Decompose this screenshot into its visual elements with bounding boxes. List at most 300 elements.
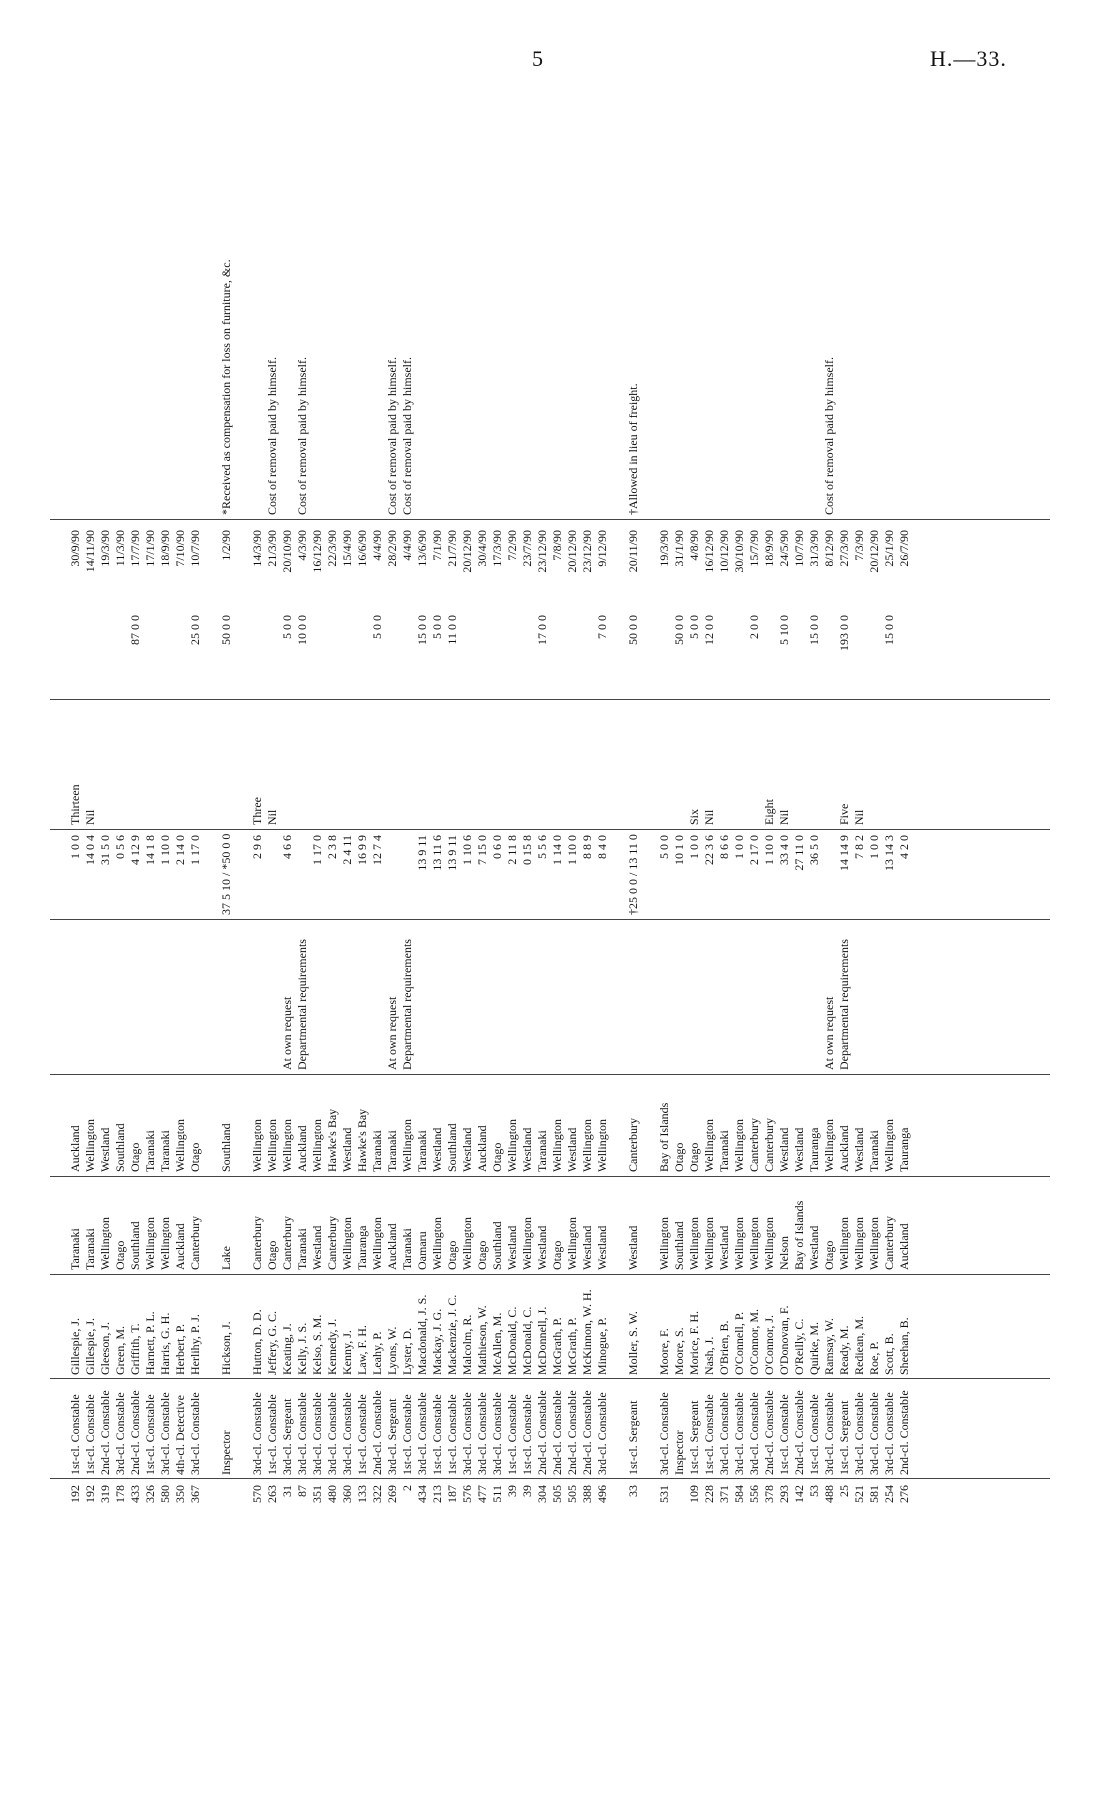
removal-cost-cell: 4 12 9 <box>128 835 142 865</box>
transferred-to-cell: Westland <box>792 1127 806 1172</box>
transferred-to-cell: Hawke's Bay <box>325 1108 339 1172</box>
transferred-from-cell: Taranaki <box>68 1228 82 1270</box>
officer-name-cell: Mackay, J. G. <box>430 1308 444 1375</box>
officer-number-cell: 360 <box>340 1485 354 1503</box>
transfer-date-cell: 7/8/90 <box>550 530 564 561</box>
rank-cell: 2nd-cl. Constable <box>565 1390 579 1475</box>
table-row <box>219 120 234 1515</box>
transfer-date-cell: 30/4/90 <box>475 530 489 567</box>
removal-cost-cell: 8 4 0 <box>595 835 609 859</box>
transferred-from-cell: Southland <box>490 1221 504 1270</box>
officer-name-cell: Jeffery, G. C. <box>265 1311 279 1375</box>
days-allowance-cell: Three <box>250 797 264 825</box>
removal-cost-cell: 1 14 0 <box>550 835 564 865</box>
transferred-from-cell: Southland <box>672 1221 686 1270</box>
removal-cost-cell: 13 11 6 <box>430 835 444 871</box>
transferred-from-cell: Westland <box>580 1225 594 1270</box>
table-row <box>400 120 415 1515</box>
officer-number-cell: 505 <box>565 1485 579 1503</box>
table-row <box>295 120 310 1515</box>
officer-name-cell: O'Brien, B. <box>717 1320 731 1375</box>
gratuity-amount-cell: 50 0 0 <box>626 615 640 645</box>
transferred-to-cell: Taranaki <box>535 1130 549 1172</box>
table-row <box>595 120 610 1515</box>
transfer-date-cell: 16/12/90 <box>702 530 716 573</box>
transferred-to-cell: Wellington <box>822 1118 836 1172</box>
transferred-from-cell: Westland <box>807 1225 821 1270</box>
officer-number-cell: 434 <box>415 1485 429 1503</box>
transferred-from-cell: Wellington <box>747 1216 761 1270</box>
officer-name-cell: O'Donovan, F. <box>777 1305 791 1375</box>
table-row <box>580 120 595 1515</box>
officer-number-cell: 213 <box>430 1485 444 1503</box>
transfer-date-cell: 28/2/90 <box>385 530 399 567</box>
officer-number-cell: 521 <box>852 1485 866 1503</box>
gratuity-amount-cell: 15 0 0 <box>415 615 429 645</box>
transferred-from-cell: Wellington <box>732 1216 746 1270</box>
rank-cell: Inspector <box>672 1430 686 1475</box>
transfer-reason-cell: Departmental requirements <box>295 939 309 1070</box>
officer-name-cell: Moller, S. W. <box>626 1311 640 1375</box>
transferred-to-cell: Bay of Islands <box>657 1102 671 1172</box>
removal-cost-cell: 14 14 9 <box>837 835 851 871</box>
gratuity-amount-cell: 15 0 0 <box>807 615 821 645</box>
transferred-from-cell: Westland <box>535 1225 549 1270</box>
officer-number-cell: 326 <box>143 1485 157 1503</box>
transferred-from-cell: Wellington <box>520 1216 534 1270</box>
rank-cell: Inspector <box>219 1430 233 1475</box>
transfer-date-cell: 30/10/90 <box>732 530 746 573</box>
rank-cell: 4th-cl. Detective <box>173 1395 187 1475</box>
table-row <box>777 120 792 1515</box>
transfer-date-cell: 31/1/90 <box>672 530 686 567</box>
officer-name-cell: Gillespie, J. <box>83 1318 97 1375</box>
rank-cell: 1st-cl. Constable <box>83 1394 97 1475</box>
table-row <box>520 120 535 1515</box>
remarks-cell: Cost of removal paid by himself. <box>385 357 399 515</box>
officer-number-cell: 388 <box>580 1485 594 1503</box>
table-row <box>280 120 295 1515</box>
rank-cell: 2nd-cl. Constable <box>897 1390 911 1475</box>
rank-cell: 1st-cl. Constable <box>702 1394 716 1475</box>
transfer-date-cell: 10/7/90 <box>188 530 202 567</box>
transfer-date-cell: 15/4/90 <box>340 530 354 567</box>
days-allowance-cell: Nil <box>702 809 716 825</box>
table-row <box>535 120 550 1515</box>
transfer-reason-cell: Departmental requirements <box>837 939 851 1070</box>
remarks-cell: Cost of removal paid by himself. <box>295 357 309 515</box>
transfer-date-cell: 14/3/90 <box>250 530 264 567</box>
rank-cell: 3rd-cl. Constable <box>852 1392 866 1475</box>
transferred-to-cell: Wellington <box>580 1118 594 1172</box>
rank-cell: 1st-cl. Sergeant <box>837 1400 851 1475</box>
transfer-date-cell: 18/9/90 <box>158 530 172 567</box>
transferred-from-cell: Otago <box>113 1240 127 1270</box>
transfer-date-cell: 15/7/90 <box>747 530 761 567</box>
table-row <box>837 120 852 1515</box>
transferred-to-cell: Westland <box>340 1127 354 1172</box>
table-row <box>807 120 822 1515</box>
transferred-to-cell: Wellington <box>550 1118 564 1172</box>
table-row <box>158 120 173 1515</box>
transfer-date-cell: 17/1/90 <box>143 530 157 567</box>
transfer-date-cell: 22/3/90 <box>325 530 339 567</box>
removal-cost-cell: 2 17 0 <box>747 835 761 865</box>
transferred-from-cell: Auckland <box>897 1223 911 1270</box>
rank-cell: 3rd-cl. Constable <box>325 1392 339 1475</box>
rank-cell: 3rd-cl. Constable <box>340 1392 354 1475</box>
transfer-date-cell: 8/12/90 <box>822 530 836 567</box>
officer-name-cell: Herlihy, P. J. <box>188 1314 202 1375</box>
transferred-to-cell: Otago <box>672 1142 686 1172</box>
officer-name-cell: O'Connell, P. <box>732 1311 746 1375</box>
days-allowance-cell: Nil <box>852 809 866 825</box>
transferred-to-cell: Taranaki <box>158 1130 172 1172</box>
gratuity-amount-cell: 50 0 0 <box>219 615 233 645</box>
officer-number-cell: 378 <box>762 1485 776 1503</box>
days-allowance-cell: Five <box>837 803 851 825</box>
row-group <box>68 120 203 1515</box>
transferred-from-cell: Wellington <box>430 1216 444 1270</box>
officer-name-cell: McDonald, C. <box>520 1306 534 1375</box>
officer-name-cell: Mathieson, W. <box>475 1305 489 1375</box>
rank-cell: 3rd-cl. Constable <box>732 1392 746 1475</box>
rank-cell: 3rd-cl. Constable <box>415 1392 429 1475</box>
officer-number-cell: 133 <box>355 1485 369 1503</box>
days-allowance-cell: Nil <box>777 809 791 825</box>
officer-number-cell: 31 <box>280 1485 294 1497</box>
officer-name-cell: Gillespie, J. <box>68 1318 82 1375</box>
officer-number-cell: 433 <box>128 1485 142 1503</box>
transfer-date-cell: 20/12/90 <box>460 530 474 573</box>
table-row <box>792 120 807 1515</box>
days-allowance-cell: Thirteen <box>68 784 82 825</box>
officer-number-cell: 556 <box>747 1485 761 1503</box>
gratuity-amount-cell: 5 0 0 <box>280 615 294 639</box>
removal-cost-cell: 1 17 0 <box>188 835 202 865</box>
officer-name-cell: McDonald, C. <box>505 1306 519 1375</box>
transferred-from-cell: Otago <box>550 1240 564 1270</box>
gratuity-amount-cell: 5 0 0 <box>370 615 384 639</box>
table-row <box>490 120 505 1515</box>
transferred-to-cell: Westland <box>460 1127 474 1172</box>
transferred-to-cell: Westland <box>98 1127 112 1172</box>
gratuity-amount-cell: 2 0 0 <box>747 615 761 639</box>
transfer-date-cell: 9/12/90 <box>595 530 609 567</box>
officer-name-cell: McGrath, P. <box>550 1317 564 1375</box>
officer-name-cell: Kelso, S. M. <box>310 1314 324 1375</box>
transferred-to-cell: Taranaki <box>867 1130 881 1172</box>
removal-cost-cell: 2 11 8 <box>505 835 519 865</box>
officer-name-cell: Morice, F. H. <box>687 1310 701 1375</box>
removal-cost-cell: 1 10 0 <box>158 835 172 865</box>
table-row <box>702 120 717 1515</box>
officer-name-cell: Roe, P. <box>867 1341 881 1375</box>
removal-cost-cell: 36 5 0 <box>807 835 821 865</box>
table-row <box>325 120 340 1515</box>
transfer-date-cell: 24/5/90 <box>777 530 791 567</box>
transferred-from-cell: Otago <box>822 1240 836 1270</box>
rank-cell: 2nd-cl. Constable <box>370 1390 384 1475</box>
officer-number-cell: 584 <box>732 1485 746 1503</box>
remarks-cell: Cost of removal paid by himself. <box>400 357 414 515</box>
rank-cell: 3rd-cl. Constable <box>882 1392 896 1475</box>
rank-cell: 3rd-cl. Constable <box>158 1392 172 1475</box>
gratuity-amount-cell: 15 0 0 <box>882 615 896 645</box>
rank-cell: 3rd-cl. Sergeant <box>385 1398 399 1475</box>
officer-number-cell: 319 <box>98 1485 112 1503</box>
transfer-reason-cell: Departmental requirements <box>400 939 414 1070</box>
transferred-from-cell: Westland <box>626 1225 640 1270</box>
transfer-reason-cell: At own request <box>280 996 294 1070</box>
transfer-date-cell: 30/9/90 <box>68 530 82 567</box>
transferred-from-cell: Canterbury <box>882 1216 896 1270</box>
transfer-date-cell: 4/3/90 <box>295 530 309 561</box>
rank-cell: 1st-cl. Constable <box>400 1394 414 1475</box>
rank-cell: 1st-cl. Constable <box>68 1394 82 1475</box>
transferred-to-cell: Southland <box>113 1123 127 1172</box>
transfer-table <box>50 120 1050 1515</box>
transferred-to-cell: Taranaki <box>385 1130 399 1172</box>
removal-cost-cell: 2 14 0 <box>173 835 187 865</box>
transfer-date-cell: 14/11/90 <box>83 530 97 573</box>
officer-number-cell: 496 <box>595 1485 609 1503</box>
officer-number-cell: 263 <box>265 1485 279 1503</box>
rank-cell: 2nd-cl. Constable <box>550 1390 564 1475</box>
transferred-to-cell: Auckland <box>837 1125 851 1172</box>
table-row <box>310 120 325 1515</box>
transfer-reason-cell: At own request <box>822 996 836 1070</box>
row-group <box>219 120 234 1515</box>
transferred-to-cell: Otago <box>128 1142 142 1172</box>
transferred-from-cell: Otago <box>475 1240 489 1270</box>
officer-number-cell: 580 <box>158 1485 172 1503</box>
days-allowance-cell: Nil <box>83 809 97 825</box>
officer-number-cell: 109 <box>687 1485 701 1503</box>
transferred-from-cell: Auckland <box>385 1223 399 1270</box>
officer-number-cell: 254 <box>882 1485 896 1503</box>
transferred-to-cell: Westland <box>565 1127 579 1172</box>
removal-cost-cell: 14 1 8 <box>143 835 157 865</box>
transfer-date-cell: 26/7/90 <box>897 530 911 567</box>
transferred-to-cell: Taranaki <box>717 1130 731 1172</box>
transferred-to-cell: Westland <box>777 1127 791 1172</box>
removal-cost-cell: 5 5 6 <box>535 835 549 859</box>
transferred-from-cell: Wellington <box>702 1216 716 1270</box>
table-row <box>867 120 882 1515</box>
rank-cell: 3rd-cl. Constable <box>310 1392 324 1475</box>
rank-cell: 3rd-cl. Constable <box>595 1392 609 1475</box>
removal-cost-cell: 14 0 4 <box>83 835 97 865</box>
days-allowance-cell: Nil <box>265 809 279 825</box>
removal-cost-cell: 7 15 0 <box>475 835 489 865</box>
transfer-date-cell: 7/3/90 <box>852 530 866 561</box>
removal-cost-cell: 8 6 6 <box>717 835 731 859</box>
officer-number-cell: 87 <box>295 1485 309 1497</box>
transfer-date-cell: 21/7/90 <box>445 530 459 567</box>
officer-number-cell: 371 <box>717 1485 731 1503</box>
officer-name-cell: Lyons, W. <box>385 1326 399 1375</box>
gratuity-amount-cell: 11 0 0 <box>445 615 459 645</box>
table-row <box>747 120 762 1515</box>
officer-name-cell: Sheehan, B. <box>897 1317 911 1375</box>
transfer-date-cell: 20/10/90 <box>280 530 294 573</box>
transferred-from-cell: Bay of Islands <box>792 1200 806 1270</box>
removal-cost-cell: 4 6 6 <box>280 835 294 859</box>
table-row <box>98 120 113 1515</box>
transfer-date-cell: 7/10/90 <box>173 530 187 567</box>
transfer-date-cell: 23/7/90 <box>520 530 534 567</box>
transferred-from-cell: Nelson <box>777 1236 791 1270</box>
rank-cell: 1st-cl. Sergeant <box>626 1400 640 1475</box>
officer-number-cell: 33 <box>626 1485 640 1497</box>
removal-cost-cell: †25 0 0 / 13 11 0 <box>626 834 640 915</box>
removal-cost-cell: 2 3 8 <box>325 835 339 859</box>
officer-name-cell: Herbert, P. <box>173 1324 187 1375</box>
officer-number-cell: 192 <box>83 1485 97 1503</box>
officer-name-cell: Nash, J. <box>702 1336 716 1375</box>
gratuity-amount-cell: 50 0 0 <box>672 615 686 645</box>
officer-number-cell: 350 <box>173 1485 187 1503</box>
transferred-to-cell: Wellington <box>280 1118 294 1172</box>
removal-cost-cell: 5 0 0 <box>657 835 671 859</box>
officer-name-cell: Kennedy, J. <box>325 1318 339 1375</box>
transferred-to-cell: Wellington <box>265 1118 279 1172</box>
transferred-from-cell: Wellington <box>852 1216 866 1270</box>
transferred-from-cell: Westland <box>310 1225 324 1270</box>
transfer-date-cell: 18/9/90 <box>762 530 776 567</box>
row-group <box>250 120 610 1515</box>
transfer-date-cell: 1/2/90 <box>219 530 233 561</box>
removal-cost-cell: 13 9 11 <box>445 835 459 871</box>
remarks-cell: †Allowed in lieu of freight. <box>626 383 640 515</box>
transferred-from-cell: Wellington <box>98 1216 112 1270</box>
transferred-from-cell: Canterbury <box>325 1216 339 1270</box>
transferred-to-cell: Auckland <box>295 1125 309 1172</box>
officer-number-cell: 511 <box>490 1485 504 1503</box>
transferred-to-cell: Canterbury <box>747 1118 761 1172</box>
transferred-to-cell: Westland <box>520 1127 534 1172</box>
transfer-date-cell: 10/12/90 <box>717 530 731 573</box>
table-row <box>672 120 687 1515</box>
transferred-from-cell: Otago <box>445 1240 459 1270</box>
table-row <box>83 120 98 1515</box>
transfer-date-cell: 13/6/90 <box>415 530 429 567</box>
rank-cell: 3rd-cl. Constable <box>460 1392 474 1475</box>
rank-cell: 3rd-cl. Constable <box>295 1392 309 1475</box>
officer-name-cell: Harris, G. H. <box>158 1312 172 1375</box>
gratuity-amount-cell: 25 0 0 <box>188 615 202 645</box>
officer-name-cell: Leahy, P. <box>370 1331 384 1375</box>
officer-number-cell: 228 <box>702 1485 716 1503</box>
officer-name-cell: O'Connor, M. <box>747 1308 761 1375</box>
transferred-to-cell: Wellington <box>173 1118 187 1172</box>
transferred-from-cell: Wellington <box>340 1216 354 1270</box>
transferred-from-cell: Wellington <box>837 1216 851 1270</box>
gratuity-amount-cell: 193 0 0 <box>837 615 851 651</box>
officer-number-cell: 367 <box>188 1485 202 1503</box>
officer-number-cell: 531 <box>657 1485 671 1503</box>
transfer-date-cell: 10/7/90 <box>792 530 806 567</box>
transferred-to-cell: Otago <box>687 1142 701 1172</box>
rank-cell: 3rd-cl. Constable <box>250 1392 264 1475</box>
table-row <box>430 120 445 1515</box>
transfer-date-cell: 20/12/90 <box>565 530 579 573</box>
removal-cost-cell: 0 5 6 <box>113 835 127 859</box>
officer-number-cell: 142 <box>792 1485 806 1503</box>
transfer-date-cell: 17/7/90 <box>128 530 142 567</box>
transfer-date-cell: 11/3/90 <box>113 530 127 567</box>
rank-cell: 2nd-cl. Constable <box>128 1390 142 1475</box>
transfer-date-cell: 25/1/90 <box>882 530 896 567</box>
officer-number-cell: 2 <box>400 1485 414 1491</box>
transferred-from-cell: Wellington <box>762 1216 776 1270</box>
officer-number-cell: 322 <box>370 1485 384 1503</box>
removal-cost-cell: 0 6 0 <box>490 835 504 859</box>
table-row <box>687 120 702 1515</box>
rank-cell: 3rd-cl. Constable <box>867 1392 881 1475</box>
removal-cost-cell: 2 9 6 <box>250 835 264 859</box>
officer-number-cell: 480 <box>325 1485 339 1503</box>
transfer-date-cell: 16/6/90 <box>355 530 369 567</box>
rank-cell: 3rd-cl. Constable <box>657 1392 671 1475</box>
transferred-from-cell: Canterbury <box>250 1216 264 1270</box>
officer-number-cell: 570 <box>250 1485 264 1503</box>
row-group <box>657 120 912 1515</box>
officer-name-cell: Law, F. H. <box>355 1325 369 1375</box>
officer-name-cell: Green, M. <box>113 1326 127 1375</box>
table-row <box>852 120 867 1515</box>
removal-cost-cell: 16 9 9 <box>355 835 369 865</box>
officer-name-cell: Moore, F. <box>657 1328 671 1375</box>
officer-name-cell: Malcolm, R. <box>460 1314 474 1375</box>
rank-cell: 2nd-cl. Constable <box>792 1390 806 1475</box>
transferred-to-cell: Auckland <box>68 1125 82 1172</box>
gratuity-amount-cell: 12 0 0 <box>702 615 716 645</box>
table-row <box>657 120 672 1515</box>
officer-name-cell: Kenny, J. <box>340 1330 354 1375</box>
gratuity-amount-cell: 5 0 0 <box>430 615 444 639</box>
removal-cost-cell: 22 3 6 <box>702 835 716 865</box>
table-row <box>340 120 355 1515</box>
rank-cell: 2nd-cl. Constable <box>762 1390 776 1475</box>
rank-cell: 1st-cl. Constable <box>355 1394 369 1475</box>
transferred-to-cell: Wellington <box>310 1118 324 1172</box>
transferred-to-cell: Auckland <box>475 1125 489 1172</box>
table-row <box>897 120 912 1515</box>
rank-cell: 3rd-cl. Constable <box>113 1392 127 1475</box>
officer-name-cell: Moore, S. <box>672 1327 686 1375</box>
removal-cost-cell: 31 5 0 <box>98 835 112 865</box>
transferred-to-cell: Wellington <box>505 1118 519 1172</box>
rank-cell: 3rd-cl. Constable <box>490 1392 504 1475</box>
officer-name-cell: Griffith, T. <box>128 1323 142 1375</box>
row-group <box>626 120 641 1515</box>
gratuity-amount-cell: 87 0 0 <box>128 615 142 645</box>
officer-name-cell: McKinnon, W. H. <box>580 1289 594 1375</box>
days-allowance-cell: Eight <box>762 799 776 825</box>
rank-cell: 1st-cl. Constable <box>505 1394 519 1475</box>
officer-name-cell: Rediean, M. <box>852 1316 866 1375</box>
officer-number-cell: 276 <box>897 1485 911 1503</box>
transferred-from-cell: Taranaki <box>295 1228 309 1270</box>
transferred-to-cell: Southland <box>445 1123 459 1172</box>
table-row <box>550 120 565 1515</box>
officer-number-cell: 477 <box>475 1485 489 1503</box>
transferred-from-cell: Wellington <box>460 1216 474 1270</box>
days-allowance-cell: Six <box>687 808 701 825</box>
transferred-to-cell: Wellington <box>250 1118 264 1172</box>
